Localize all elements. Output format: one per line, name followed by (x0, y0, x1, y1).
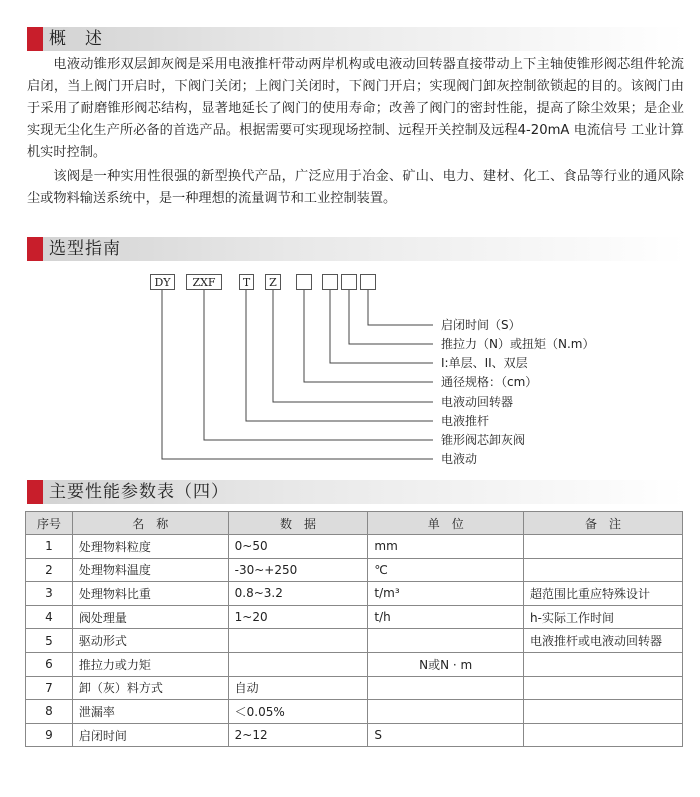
table-row (26, 605, 683, 629)
header-name: 名 称 (72, 512, 228, 535)
table-row (26, 723, 683, 747)
cell-data: ＜0.05% (228, 700, 368, 724)
overview-paragraph-2: 该阀是一种实用性很强的新型换代产品，广泛应用于冶金、矿山、电力、建材、化工、食品等行业的通风除尘或物料输送系统中，是一种理想的流量调节和工业控制装置。 (27, 169, 684, 206)
table-header-row (26, 512, 683, 535)
cell-index: 1 (26, 535, 73, 559)
table-row (26, 652, 683, 676)
legend-rotator: 电液动回转器 (441, 395, 514, 409)
cell-index: 5 (26, 629, 73, 653)
code-box-t: T (239, 274, 254, 290)
code-box-dy: DY (150, 274, 175, 290)
params-table (25, 511, 683, 747)
header-unit: 单 位 (368, 512, 524, 535)
cell-unit (368, 676, 524, 700)
table-row (26, 676, 683, 700)
cell-index: 4 (26, 605, 73, 629)
code-box-z: Z (265, 274, 281, 290)
cell-data: 2~12 (228, 723, 368, 747)
cell-name: 处理物料粒度 (72, 535, 228, 559)
cell-unit: t/m³ (368, 582, 524, 606)
cell-remark: 超范围比重应特殊设计 (524, 582, 683, 606)
section-header-params (27, 480, 685, 504)
cell-data: -30~+250 (228, 558, 368, 582)
code-box-zxf: ZXF (186, 274, 222, 290)
header-remark: 备 注 (524, 512, 683, 535)
legend-diameter: 通径规格：（cm） (441, 375, 538, 389)
cell-unit (368, 629, 524, 653)
cell-name: 处理物料比重 (72, 582, 228, 606)
cell-index: 3 (26, 582, 73, 606)
section-title: 主要性能参数表（四） (49, 482, 229, 502)
cell-data: 自动 (228, 676, 368, 700)
cell-unit (368, 700, 524, 724)
cell-unit: S (368, 723, 524, 747)
legend-layer: I:单层、II、双层 (441, 356, 528, 370)
cell-remark (524, 723, 683, 747)
cell-data (228, 652, 368, 676)
legend-valve: 锥形阀芯卸灰阀 (441, 433, 526, 447)
cell-data: 0~50 (228, 535, 368, 559)
cell-name: 卸（灰）料方式 (72, 676, 228, 700)
cell-remark (524, 535, 683, 559)
cell-index: 6 (26, 652, 73, 676)
legend-pushrod: 电液推杆 (441, 414, 490, 428)
cell-remark: 电液推杆或电液动回转器 (524, 629, 683, 653)
cell-unit: N或N · m (368, 652, 524, 676)
table-row (26, 700, 683, 724)
overview-paragraph-1: 电液动锥形双层卸灰阀是采用电液推杆带动两岸机构或电液动回转器直接带动上下主轴使锥形阀芯组件轮流启闭，当上阀门开启时，下阀门关闭；上阀门关闭时，下阀门开启；实现阀门卸灰控制欲锁起的目的。该阀门由于采用了耐磨锥形阀芯结构，显著地延长了阀门的使用寿命；改善了阀门的密封性能，提高了除尘效果；是企业实现无尘化生产所必备的首选产品。根据需要可实现现场控制、远程开关控制及远程4-20mA 电流信号 工业计算机实时控制。 (27, 57, 684, 160)
table-row (26, 535, 683, 559)
table-row (26, 582, 683, 606)
cell-name: 推拉力或力矩 (72, 652, 228, 676)
cell-name: 泄漏率 (72, 700, 228, 724)
cell-index: 8 (26, 700, 73, 724)
cell-remark (524, 558, 683, 582)
cell-name: 阀处理量 (72, 605, 228, 629)
cell-index: 9 (26, 723, 73, 747)
code-box-blank-4 (360, 274, 376, 290)
cell-name: 驱动形式 (72, 629, 228, 653)
table-row (26, 558, 683, 582)
cell-unit: ℃ (368, 558, 524, 582)
section-marker (27, 480, 43, 504)
cell-unit: t/h (368, 605, 524, 629)
header-data: 数 据 (228, 512, 368, 535)
cell-index: 7 (26, 676, 73, 700)
cell-remark (524, 652, 683, 676)
code-box-blank-1 (296, 274, 312, 290)
legend-open-close-time: 启闭时间（S） (441, 318, 521, 332)
legend-electro-hydraulic: 电液动 (441, 452, 478, 466)
cell-remark (524, 700, 683, 724)
cell-data (228, 629, 368, 653)
cell-remark: h-实际工作时间 (524, 605, 683, 629)
cell-index: 2 (26, 558, 73, 582)
cell-data: 0.8~3.2 (228, 582, 368, 606)
section-title: 选型指南 (49, 239, 121, 259)
legend-force-torque: 推拉力（N）或扭矩（N.m） (441, 337, 595, 351)
table-row (26, 629, 683, 653)
cell-name: 启闭时间 (72, 723, 228, 747)
header-index: 序号 (26, 512, 73, 535)
code-box-blank-2 (322, 274, 338, 290)
code-box-blank-3 (341, 274, 357, 290)
cell-name: 处理物料温度 (72, 558, 228, 582)
cell-remark (524, 676, 683, 700)
cell-data: 1~20 (228, 605, 368, 629)
section-title: 概 述 (49, 29, 103, 49)
cell-unit: mm (368, 535, 524, 559)
